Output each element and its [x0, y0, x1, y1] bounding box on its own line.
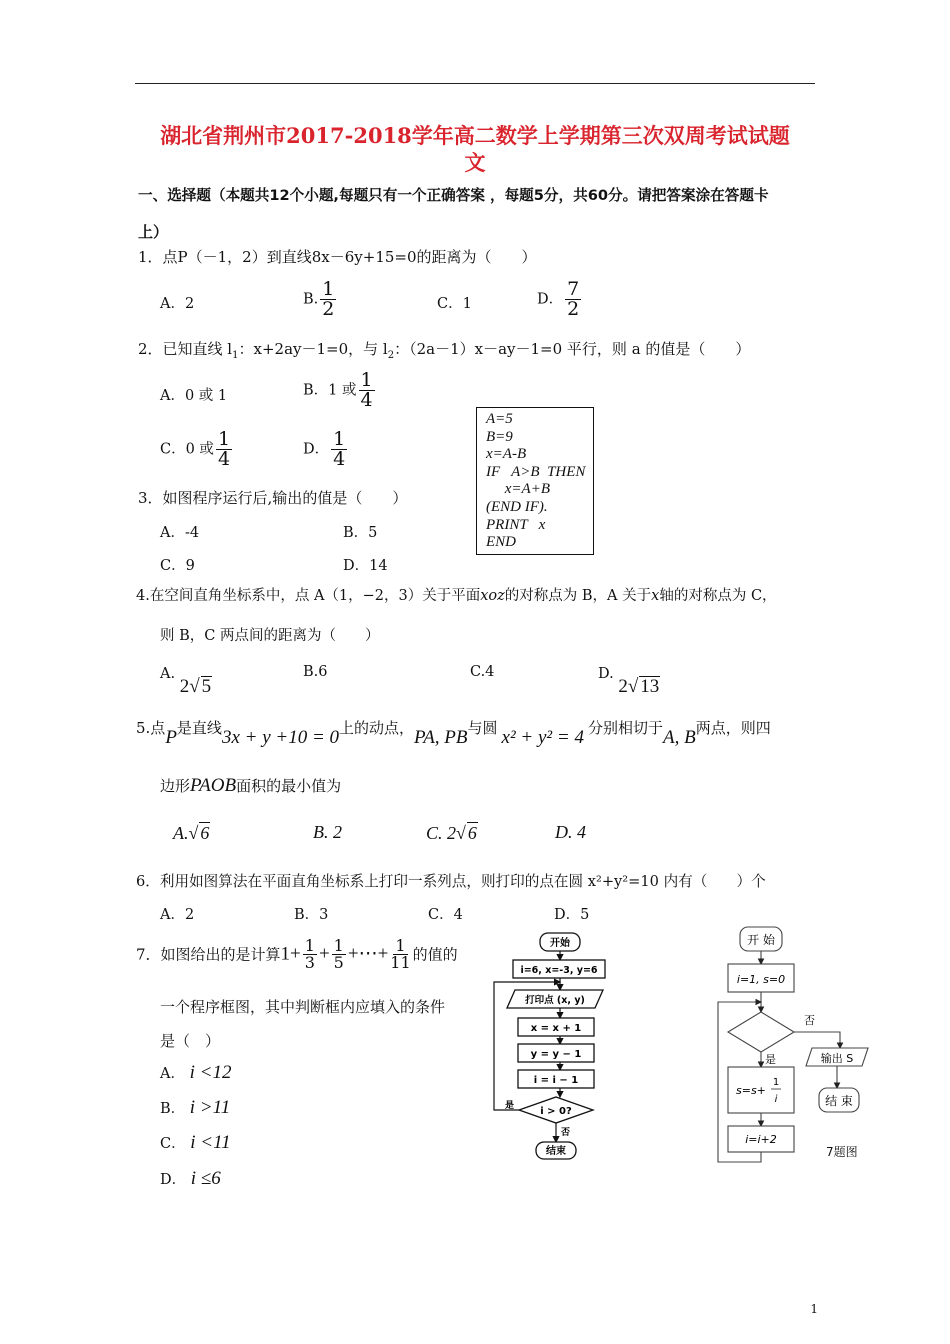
q6-option-c: C．4 — [428, 907, 463, 923]
figure-7-caption: 7题图 — [826, 1145, 858, 1159]
q6-option-b: B．3 — [294, 907, 329, 923]
flow6-yes-label: 是 — [505, 1101, 515, 1111]
q5-option-d: D. 4 — [555, 822, 586, 842]
question-6-stem: 6．利用如图算法在平面直角坐标系上打印一系列点，则打印的点在圆 x²+y²=10 内有（ ）个 — [136, 873, 766, 890]
q4-option-d-label: D. — [598, 666, 614, 682]
q5-option-c-label: C. 2 — [426, 823, 457, 843]
flow7-output-text: 输出 S — [820, 1052, 854, 1065]
program-line: A=5 — [486, 411, 513, 427]
q5-c-rad: 6 — [467, 823, 477, 843]
header-rule — [135, 83, 815, 84]
q2-d-den: 4 — [333, 448, 346, 470]
q1-option-b-label: B. — [303, 291, 319, 308]
q2-b-num: 1 — [360, 369, 373, 391]
q4-d-rad: 13 — [640, 676, 660, 697]
q6-option-a: A．2 — [160, 907, 195, 923]
q4-d-coef: 2 — [618, 676, 628, 697]
flow6-end-text: 结束 — [546, 1146, 566, 1157]
document-title — [140, 122, 810, 176]
q1-d-fraction — [565, 280, 581, 319]
q5-circle-equation: x² + y² = 4 — [501, 727, 584, 748]
question-1-stem: 1．点P（－1，2）到直线8x－6y+15=0的距离为（ ） — [138, 248, 537, 266]
q2-d-fraction — [331, 430, 347, 469]
q2-option-b-label: B．1 或 — [303, 382, 357, 399]
question-4-stem — [136, 586, 777, 606]
q4-stem-mid: 的对称点为 B，A 关于 — [504, 588, 652, 604]
q2-option-c — [160, 430, 234, 469]
q5-line2-pre: 边形 — [160, 777, 191, 795]
q4-a-coef: 2 — [179, 676, 190, 697]
flow6-condition-text: i > 0? — [540, 1106, 572, 1117]
flow6-step1-text: x = x + 1 — [530, 1023, 582, 1034]
q1-option-b — [303, 280, 338, 319]
q7-stem-pre: 7．如图给出的是计算 — [136, 945, 281, 964]
q7-f3-den: 11 — [390, 953, 411, 972]
q5-part-6: 两点，则四 — [695, 719, 771, 737]
title-line-2: 文 — [464, 150, 486, 175]
q4-stem-line-2: 则 B，C 两点间的距离为（ ） — [160, 628, 380, 644]
q7-dots: +⋯+ — [347, 943, 389, 965]
program-box — [476, 407, 594, 555]
q5-part-3: 上的动点， — [339, 719, 415, 737]
q3-option-b: B．5 — [343, 525, 378, 541]
q7-c-expr: i <11 — [190, 1132, 231, 1153]
q1-d-num: 7 — [567, 278, 580, 300]
q5-part-2: 是直线 — [176, 719, 222, 737]
q2-option-b — [303, 371, 377, 410]
program-line: IF A>B THEN — [486, 463, 586, 480]
flow7-body-num: 1 — [772, 1077, 780, 1088]
section-line-2: 上） — [138, 223, 169, 241]
flow7-increment-text: i=i+2 — [745, 1133, 777, 1146]
q7-f2-den: 5 — [333, 953, 344, 972]
q7-frac-2 — [332, 938, 346, 971]
q5-part-4: 与圆 — [467, 719, 498, 737]
q2-option-d-label: D． — [303, 441, 330, 458]
q5-point-p: P — [165, 727, 177, 748]
q5-option-a-label: A. — [173, 823, 189, 843]
q1-b-den: 2 — [322, 298, 335, 320]
q5-option-a: A.√ 6 — [173, 823, 210, 843]
q7-stem-post: 的值的 — [412, 945, 458, 964]
q7-d-expr: i ≤6 — [190, 1168, 221, 1189]
q3-option-d: D．14 — [343, 558, 388, 574]
q3-option-c: C．9 — [160, 558, 195, 574]
q7-f2-num: 1 — [333, 936, 344, 955]
q1-option-c: C．1 — [437, 296, 472, 312]
q2-stem-mid: ：x+2ay－1=0，与 l — [238, 340, 388, 358]
flow7-init-text: i=1, s=0 — [736, 973, 786, 986]
q7-option-b — [160, 1098, 230, 1119]
q1-b-num: 1 — [322, 278, 335, 300]
page-number: 1 — [810, 1302, 818, 1316]
q4-option-d — [598, 662, 660, 697]
q1-option-d — [537, 280, 583, 319]
flow7-start-text: 开 始 — [747, 933, 775, 947]
program-line: (END IF). — [486, 498, 548, 515]
program-line: END — [486, 534, 516, 551]
flow6-start-text: 开始 — [550, 938, 570, 949]
q7-option-d — [160, 1169, 221, 1190]
q2-sub-2: 2 — [387, 350, 395, 361]
q2-b-fraction — [359, 371, 375, 410]
flow7-body-text: s=s+ — [736, 1084, 766, 1097]
q7-option-c — [160, 1133, 231, 1154]
q3-option-a: A．-4 — [160, 525, 200, 541]
q1-d-den: 2 — [567, 298, 580, 320]
q2-sub-1: 1 — [232, 350, 239, 361]
q2-d-num: 1 — [333, 428, 346, 450]
q2-stem-pre: 2．已知直线 l — [138, 340, 233, 358]
q6-option-d: D．5 — [554, 907, 590, 923]
q4-d-expr: 2√ 13 — [618, 676, 660, 697]
q7-frac-1 — [303, 938, 317, 971]
q4-option-c: C.4 — [470, 664, 495, 680]
q7-frac-3 — [390, 938, 410, 971]
section-line-1: 一、选择题（本题共12个小题,每题只有一个正确答案 ，每题5分，共60分。请把答案涂在答题卡 — [138, 187, 769, 204]
q2-option-c-label: C．0 或 — [160, 441, 214, 458]
question-5-stem — [136, 718, 771, 748]
q4-option-a — [160, 662, 212, 697]
q1-b-fraction — [320, 280, 336, 319]
program-line: x=A+B — [486, 481, 550, 498]
q5-a-rad: 6 — [200, 823, 210, 843]
q2-c-fraction — [216, 430, 232, 469]
q7-option-a — [160, 1063, 231, 1084]
flow6-step3-text: i = i − 1 — [533, 1075, 579, 1086]
flow6-print-text: 打印点 (x, y) — [525, 995, 585, 1006]
flowchart-q7 — [712, 922, 874, 1167]
q5-option-c: C. 2√ 6 — [426, 823, 477, 843]
flowchart-q6 — [485, 930, 610, 1165]
q7-sum-lead: 1+ — [280, 943, 301, 965]
program-line: PRINT x — [486, 516, 546, 533]
program-line: x=A-B — [486, 446, 527, 463]
q7-option-a-label: A． — [160, 1066, 185, 1082]
q4-option-a-label: A. — [160, 666, 176, 682]
flow7-body-den: i — [774, 1094, 778, 1105]
q4-option-b: B.6 — [303, 664, 328, 680]
q7-option-d-label: D． — [160, 1172, 187, 1188]
question-3-stem: 3．如图程序运行后,输出的值是（ ） — [138, 489, 408, 507]
q5-stem-line-2 — [160, 776, 341, 796]
q5-part-1: 5.点 — [136, 719, 166, 737]
q7-stem-line-3: 是（ ） — [160, 1032, 221, 1050]
program-line: B=9 — [486, 428, 513, 445]
q7-option-b-label: B． — [160, 1101, 186, 1117]
q1-option-a: A．2 — [160, 296, 195, 312]
q4-axis: x — [651, 588, 660, 604]
q1-option-d-label: D． — [537, 291, 564, 308]
q4-a-expr: 2√ 5 — [179, 676, 212, 697]
section-heading — [138, 178, 818, 250]
flow6-step2-text: y = y − 1 — [530, 1049, 582, 1060]
q5-quadrilateral: PAOB — [190, 775, 237, 796]
q7-f1-num: 1 — [304, 936, 315, 955]
q2-c-den: 4 — [217, 448, 231, 470]
q2-stem-post: ：（2a－1）x－ay－1=0 平行，则 a 的值是（ ） — [394, 340, 751, 358]
q4-stem-post: 轴的对称点为 C， — [659, 588, 777, 604]
flow7-end-text: 结 束 — [825, 1094, 853, 1108]
question-7-stem — [136, 938, 458, 971]
q2-c-num: 1 — [217, 428, 231, 450]
flow7-yes-label: 是 — [765, 1053, 776, 1066]
q5-line2-post: 面积的最小值为 — [236, 777, 342, 795]
question-2-stem — [138, 339, 750, 366]
q2-option-a: A．0 或 1 — [160, 388, 228, 404]
q7-plus: + — [318, 943, 330, 965]
flow6-init-text: i=6, x=-3, y=6 — [520, 965, 598, 976]
q4-plane: xoz — [480, 588, 505, 604]
q5-tangent-points: A, B — [662, 727, 696, 748]
q4-stem-pre: 4.在空间直角坐标系中，点 A（1，−2，3）关于平面 — [136, 588, 481, 604]
q5-line-equation: 3x + y +10 = 0 — [221, 727, 340, 748]
q2-b-den: 4 — [360, 389, 373, 411]
q7-f3-num: 1 — [395, 936, 406, 955]
flow7-condition-diamond — [728, 1012, 794, 1052]
q5-option-b: B. 2 — [313, 822, 342, 842]
q7-option-c-label: C． — [160, 1136, 186, 1152]
title-line-1: 湖北省荆州市2017-2018学年高二数学上学期第三次双周考试试题 — [160, 123, 790, 148]
q5-tangents: PA, PB — [414, 727, 468, 748]
q5-part-5: 分别相切于 — [587, 719, 663, 737]
q4-a-rad: 5 — [201, 676, 212, 697]
flow7-no-label: 否 — [804, 1014, 815, 1027]
q7-stem-line-2: 一个程序框图，其中判断框内应填入的条件 — [160, 998, 446, 1016]
q2-option-d — [303, 430, 349, 469]
q7-b-expr: i >11 — [189, 1097, 231, 1118]
q7-f1-den: 3 — [304, 953, 315, 972]
flow6-no-label: 否 — [561, 1128, 571, 1138]
q7-a-expr: i <12 — [189, 1062, 232, 1083]
